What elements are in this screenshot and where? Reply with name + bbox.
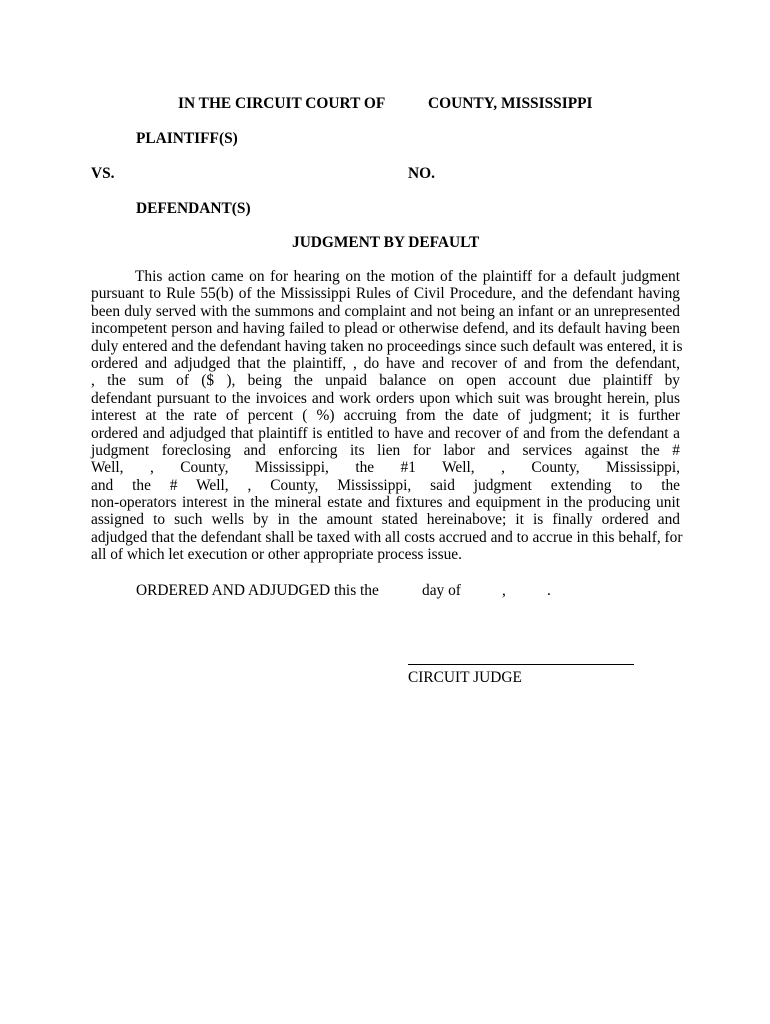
- body-line: assigned to such wells by in the amount stated hereinabove; it is finally ordered and: [91, 511, 680, 529]
- body-line: This action came on for hearing on the motion of the plaintiff for a default judgment: [135, 268, 680, 285]
- defendant-label: DEFENDANT(S): [136, 200, 251, 217]
- day-of-text: day of: [422, 582, 461, 599]
- body-line: non-operators interest in the mineral estate and fixtures and equipment in the producing unit: [91, 494, 680, 512]
- body-line: incompetent person and having failed to plead or otherwise defend, and its default having been: [91, 320, 680, 338]
- ordered-text: ORDERED AND ADJUDGED this the: [136, 582, 379, 599]
- versus-label: VS.: [91, 165, 115, 182]
- document-title: JUDGMENT BY DEFAULT: [292, 234, 480, 251]
- body-line: defendant pursuant to the invoices and work orders upon which suit was brought herein, plus: [91, 389, 680, 407]
- date-comma: ,: [502, 582, 506, 599]
- body-line: interest at the rate of percent ( %) accruing from the date of judgment; it is further: [91, 407, 680, 425]
- signature-line: [408, 664, 634, 665]
- body-line: and the # Well, , County, Mississippi, said judgment extending to the: [91, 476, 680, 494]
- body-line: all of which let execution or other appropriate process issue.: [91, 546, 462, 564]
- case-number-label: NO.: [408, 165, 435, 182]
- body-line: judgment foreclosing and enforcing its lien for labor and services against the #: [91, 441, 680, 459]
- body-line: ordered and adjudged that plaintiff is entitled to have and recover of and from the defendant a: [91, 424, 680, 442]
- court-suffix: COUNTY, MISSISSIPPI: [428, 95, 593, 112]
- circuit-judge-label: CIRCUIT JUDGE: [408, 669, 522, 686]
- body-line: Well, , County, Mississippi, the #1 Well, , County, Mississippi,: [91, 459, 680, 477]
- date-period: .: [547, 582, 551, 599]
- body-line: , the sum of ($ ), being the unpaid balance on open account due plaintiff by: [91, 372, 680, 390]
- body-line: adjudged that the defendant shall be taxed with all costs accrued and to accrue in this behalf, for: [91, 528, 683, 546]
- body-line: ordered and adjudged that the plaintiff, , do have and recover of and from the defendant,: [91, 354, 680, 372]
- court-prefix: IN THE CIRCUIT COURT OF: [178, 95, 386, 112]
- body-line: been duly served with the summons and complaint and not being an infant or an unrepresented: [91, 302, 680, 320]
- body-line: duly entered and the defendant having taken no proceedings since such default was entered, it is: [91, 337, 683, 355]
- body-paragraph: [91, 268, 683, 564]
- body-line: pursuant to Rule 55(b) of the Mississippi Rules of Civil Procedure, and the defendant having: [91, 285, 680, 303]
- plaintiff-label: PLAINTIFF(S): [136, 130, 238, 147]
